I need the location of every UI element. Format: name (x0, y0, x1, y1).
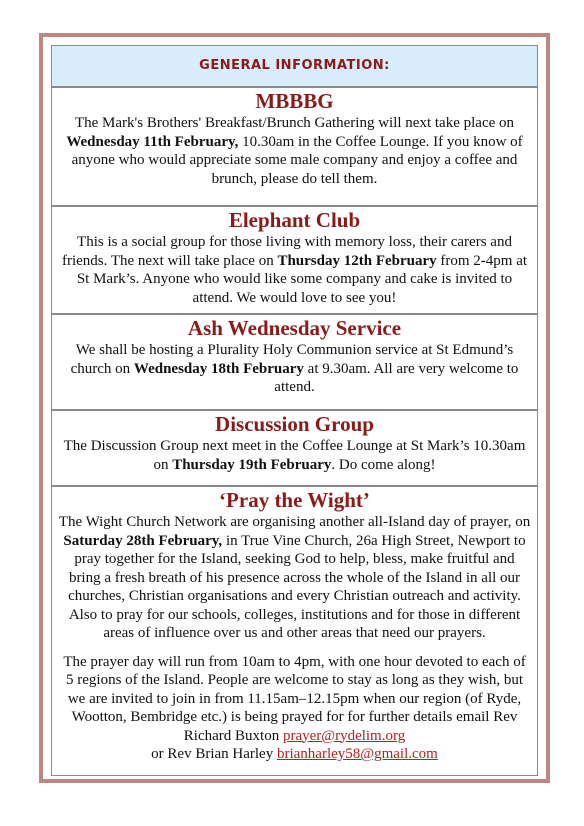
discussion-date: Thursday 19th February (172, 456, 332, 473)
pray-text-part: The Wight Church Network are organising another all-Island day of prayer, on (58, 514, 531, 530)
newsletter-page-frame (39, 33, 550, 783)
ash-wednesday-section (51, 314, 538, 410)
ash-text-part: We shall be hosting a Plurality Holy Communion service at St Edmund’s church on (70, 342, 514, 377)
mbbbg-title: MBBBG (255, 89, 334, 113)
pray-the-wight-section (51, 486, 538, 776)
mbbbg-text-part: 10.30am in the Coffee Lounge. If you know of anyone who would appreciate some male company and enjoy a coffee and brunch, please do tell them. (71, 133, 523, 187)
pray-the-wight-paragraph-1 (58, 513, 531, 643)
pray-text-part: The prayer day will run from 10am to 4pm, with one hour devoted to each of 5 regions of the Island. People are welcome to stay as long as they wish, but we are invited to join in from 11.15am–12.15pm when our region (of Ryde, Wootton, Bembridge etc.) is being prayed for for further details email Rev Richard Buxton (63, 653, 526, 744)
elephant-club-title: Elephant Club (228, 208, 361, 232)
mbbbg-text-part: The Mark's Brothers' Breakfast/Brunch Gathering will next take place on (74, 115, 515, 131)
discussion-text-part: . Do come along! (331, 456, 436, 473)
pray-text-part: or Rev Brian Harley (151, 746, 277, 762)
pray-text-part: in True Vine Church, 26a High Street, Newport to pray together for the Island, seeking God to help, bless, make fruitful and bring a fresh breath of his presence across the whole of the Island in all our churches, Christian organisations and every Christian outreach and activity. Also to pray for our schools, colleges, institutions and for those in different areas of influence over us and other areas that need our prayers. (68, 532, 526, 641)
elephant-text-part: from 2-4pm at St Mark’s. Anyone who would like some company and cake is invited to attend. We would love to see you! (76, 252, 528, 306)
header-title: GENERAL INFORMATION: (199, 58, 390, 73)
mbbbg-date: Wednesday 11th February, (66, 133, 239, 150)
email-link-prayer[interactable]: prayer@rydelim.org (282, 727, 406, 744)
elephant-text-part: This is a social group for those living with memory loss, their carers and friends. The next will take place on (61, 234, 512, 269)
ash-wednesday-title: Ash Wednesday Service (187, 316, 402, 340)
elephant-club-text (58, 233, 531, 307)
mbbbg-text (58, 114, 531, 188)
ash-wednesday-text (58, 341, 531, 397)
discussion-group-section (51, 410, 538, 486)
pray-the-wight-title: ‘Pray the Wight’ (219, 488, 370, 512)
pray-date: Saturday 28th February, (63, 532, 223, 549)
elephant-club-section (51, 206, 538, 314)
general-information-header (51, 45, 538, 87)
discussion-group-text (58, 437, 531, 474)
discussion-text-part: The Discussion Group next meet in the Coffee Lounge at St Mark’s 10.30am on (63, 438, 526, 473)
ash-text-part: at 9.30am. All are very welcome to attend. (274, 360, 519, 395)
email-link-brian-harley[interactable]: brianharley58@gmail.com (276, 746, 438, 762)
mbbbg-section (51, 87, 538, 206)
elephant-date: Thursday 12th February (277, 252, 437, 269)
discussion-group-title: Discussion Group (215, 412, 374, 436)
ash-date: Wednesday 18th February (133, 360, 304, 377)
pray-the-wight-paragraph-2 (58, 653, 531, 764)
